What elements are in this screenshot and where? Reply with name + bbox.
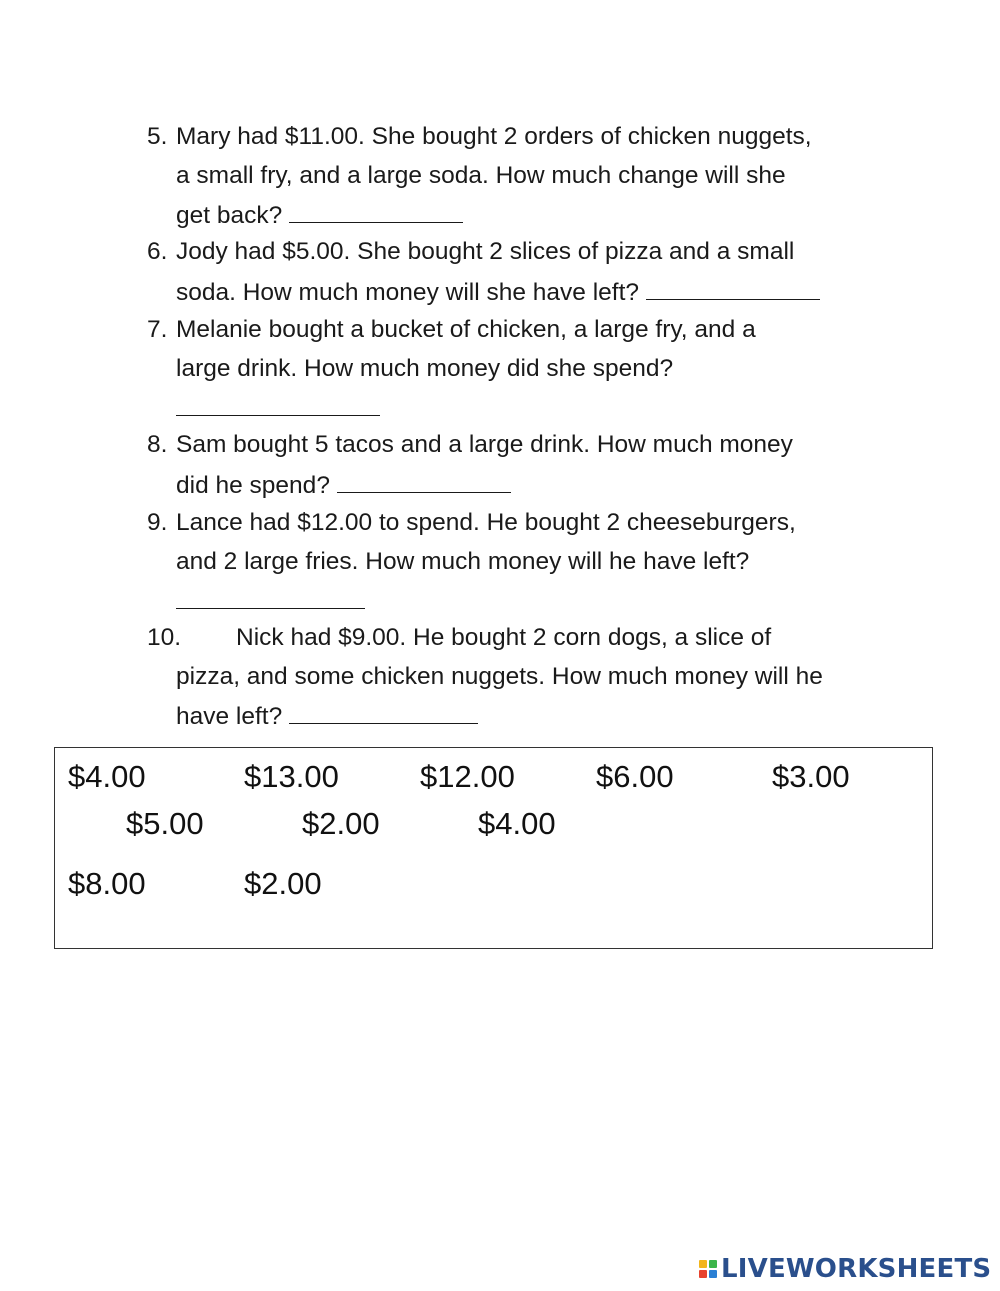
logo-square-icon: [699, 1260, 707, 1268]
question-6: [147, 233, 887, 311]
question-5: [147, 118, 887, 234]
question-text-line: Mary had $11.00. She bought 2 orders of chicken nuggets,: [176, 123, 812, 150]
question-text-line-wrap: [176, 272, 820, 313]
question-text-line: Sam bought 5 tacos and a large drink. How much money: [176, 431, 793, 458]
question-text-line: Jody had $5.00. She bought 2 slices of pizza and a small: [176, 238, 795, 265]
question-text-line: get back?: [176, 202, 283, 230]
answer-blank[interactable]: [289, 195, 463, 223]
answer-option[interactable]: $8.00: [68, 866, 146, 901]
answer-blank[interactable]: [176, 581, 365, 609]
question-text-line-wrap: [176, 465, 511, 506]
answer-bank-box: [54, 747, 933, 949]
question-7: [147, 311, 887, 427]
question-9: [147, 504, 887, 620]
answer-option[interactable]: $2.00: [244, 866, 322, 901]
answer-blank[interactable]: [289, 696, 478, 724]
question-text-line: did he spend?: [176, 471, 330, 499]
question-text-line: large drink. How much money did she spend?: [176, 354, 674, 382]
answer-option[interactable]: $2.00: [302, 806, 380, 841]
question-number: 5.: [147, 123, 168, 150]
liveworksheets-logo[interactable]: [699, 1254, 991, 1284]
answer-blank-line: [176, 581, 365, 622]
question-text-line: and 2 large fries. How much money will he have left?: [176, 547, 750, 575]
answer-option[interactable]: $4.00: [478, 806, 556, 841]
question-text-line-wrap: [176, 696, 478, 737]
question-text-line: pizza, and some chicken nuggets. How much money will he: [176, 662, 823, 690]
answer-option[interactable]: $6.00: [596, 759, 674, 794]
answer-option[interactable]: $5.00: [126, 806, 204, 841]
answer-blank[interactable]: [646, 272, 820, 300]
question-number: 6.: [147, 238, 168, 265]
question-text-line: soda. How much money will she have left?: [176, 278, 639, 306]
answer-blank[interactable]: [337, 465, 511, 493]
answer-blank-line: [176, 388, 380, 429]
logo-square-icon: [709, 1270, 717, 1278]
question-text-line: Melanie bought a bucket of chicken, a large fry, and a: [176, 316, 756, 343]
question-text-line: a small fry, and a large soda. How much change will she: [176, 161, 786, 189]
question-number: 9.: [147, 509, 168, 536]
question-text-line: Lance had $12.00 to spend. He bought 2 cheeseburgers,: [176, 509, 796, 536]
logo-square-icon: [709, 1260, 717, 1268]
question-8: [147, 426, 887, 504]
question-number: 7.: [147, 316, 168, 343]
answer-option[interactable]: $12.00: [420, 759, 515, 794]
answer-option[interactable]: $4.00: [68, 759, 146, 794]
answer-blank[interactable]: [176, 388, 380, 416]
logo-text: LIVEWORKSHEETS: [721, 1254, 992, 1284]
question-text-line-wrap: [176, 195, 463, 236]
logo-grid-icon: [699, 1260, 717, 1278]
question-number: 10.: [147, 624, 182, 651]
question-text-line: have left?: [176, 703, 283, 731]
answer-option[interactable]: $3.00: [772, 759, 850, 794]
question-number: 8.: [147, 431, 168, 458]
question-10: [147, 619, 887, 735]
answer-option[interactable]: $13.00: [244, 759, 339, 794]
question-text-line: Nick had $9.00. He bought 2 corn dogs, a slice of: [236, 624, 772, 651]
logo-square-icon: [699, 1270, 707, 1278]
